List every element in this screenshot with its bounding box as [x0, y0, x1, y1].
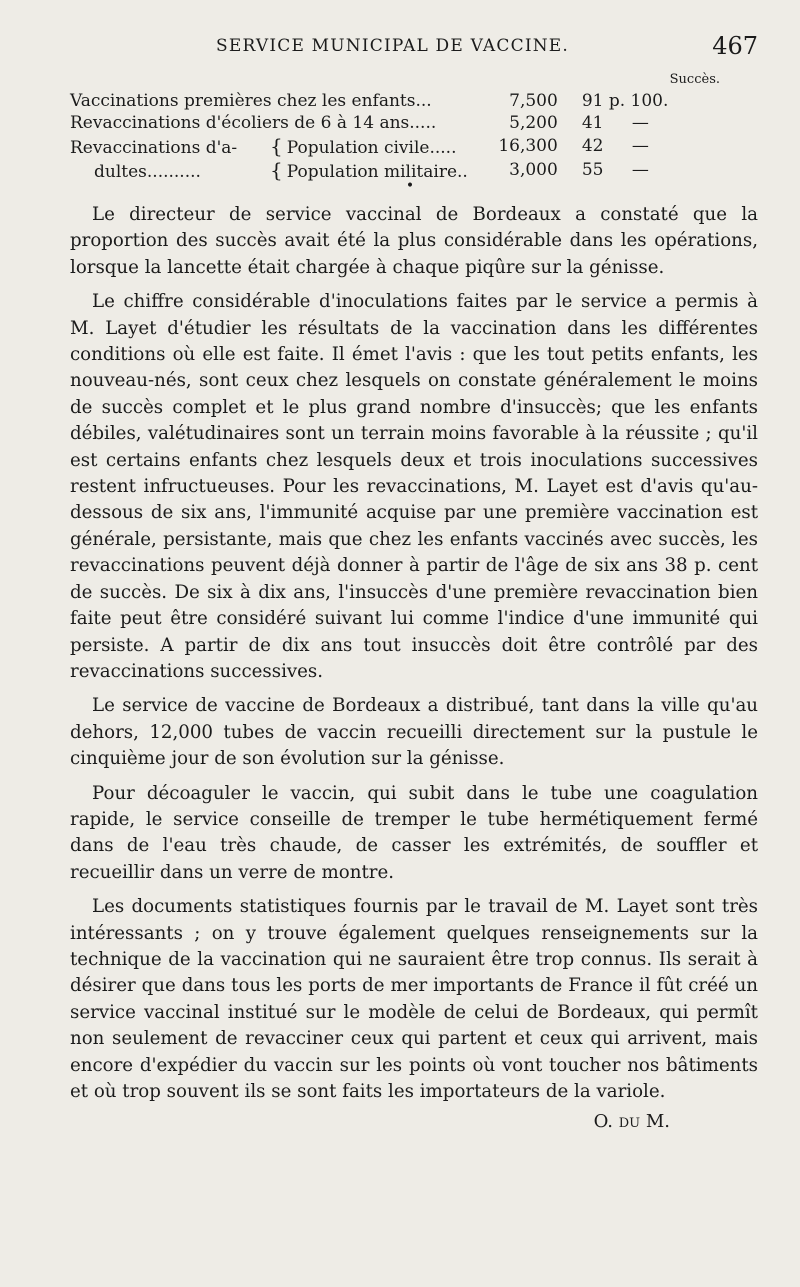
row-success: 91 p. 100. [581, 91, 669, 111]
row-dash: — [631, 113, 649, 133]
signature-name: du M. [618, 1111, 670, 1133]
row-count: 7,500 [509, 91, 558, 111]
row-label-sub: Population militaire.. [286, 162, 468, 182]
paragraph: Le chiffre considérable d'inoculations faites par le service a permis à M. Layet d'étudier les résultats de la vaccination dans les différentes conditions où elle est faite. Il émet l'avis : que les tout petits enfants, les nouveau-nés, sont ceux chez lesquels on constate généralement le moins de succès complet et le plus grand nombre d'insuccès; que les enfants débiles, valétudinaires sont un terrain moins favorable à la réussite ; qu'il est certains enfants chez lesquels deux et trois inoculations successives restent infructueuses. Pour les revaccinations, M. Layet est d'avis qu'au-dessous de six ans, l'immunité acquise par une première vaccination est générale, persistante, mais que chez les enfants vaccinés avec succès, les revaccinations peuvent déjà donner à partir de l'âge de six ans 38 p. cent de succès. De six à dix ans, l'insuccès d'une première revaccination bien faite peut être considéré suivant lui comme l'indice d'une immunité qui persiste. A partir de dix ans tout insuccès doit être contrôlé par des revaccinations successives. [70, 291, 758, 682]
signature-initial: O. [593, 1111, 613, 1133]
row-label: Revaccinations d'écoliers de 6 à 14 ans..... [70, 113, 437, 133]
row-count: 3,000 [509, 160, 558, 180]
paragraph: Le directeur de service vaccinal de Bordeaux a constaté que la proportion des succès avait été la plus considérable dans les opérations, lorsque la lancette était chargée à chaque piqûre sur la génisse. [70, 204, 758, 278]
row-count: 5,200 [509, 113, 558, 133]
row-success: 41 [581, 113, 604, 133]
body-text [70, 202, 758, 1105]
paragraph: Le service de vaccine de Bordeaux a distribué, tant dans la ville qu'au dehors, 12,000 tubes de vaccin recueilli directement sur la pustule le cinquième jour de son évolution sur la génisse. [70, 695, 758, 770]
row-success: 55 [581, 160, 604, 180]
brace-bottom: { [270, 158, 283, 182]
paragraph: Les documents statistiques fournis par le travail de M. Layet sont très intéressants ; on y trouve également quelques renseignements sur la technique de la vaccination qui ne sauraient être trop connus. Ils serait à désirer que dans tous les ports de mer importants de France il fût créé un service vaccinal institué sur le modèle de celui de Bordeaux, qui permît non seulement de revacciner ceux qui partent et ceux qui arrivent, mais encore d'expédier du vaccin sur les points où vont toucher nos bâtiments et où trop souvent ils se sont faits les importateurs de la variole. [70, 896, 758, 1102]
row-label: Vaccinations premières chez les enfants... [70, 91, 432, 111]
separator-dot: • [405, 178, 415, 194]
table-row [70, 90, 750, 112]
row-label-sub: Population civile..... [286, 138, 457, 158]
row-count: 16,300 [498, 136, 558, 156]
running-header [70, 30, 758, 64]
table-header-row [70, 68, 750, 90]
row-dash: — [631, 160, 649, 180]
row-success: 42 [581, 136, 604, 156]
table-row [70, 112, 750, 134]
row-dash: — [631, 136, 649, 156]
vaccination-stats-table [70, 68, 750, 182]
signature [70, 1111, 670, 1132]
paragraph: Pour décoaguler le vaccin, qui subit dans le tube une coagulation rapide, le service conseille de tremper le tube hermétiquement fermé dans de l'eau très chaude, de casser les extrémités, de souffler et recueillir dans un verre de montre. [70, 782, 758, 883]
row-label-group: Revaccinations d'a- [70, 138, 238, 158]
success-column-header: Succès. [669, 71, 720, 87]
table-row [70, 134, 750, 158]
page-number: 467 [712, 32, 758, 60]
brace-top: { [270, 134, 283, 158]
row-label-group: dultes.......... [94, 162, 201, 182]
running-title: SERVICE MUNICIPAL DE VACCINE. [216, 36, 570, 56]
